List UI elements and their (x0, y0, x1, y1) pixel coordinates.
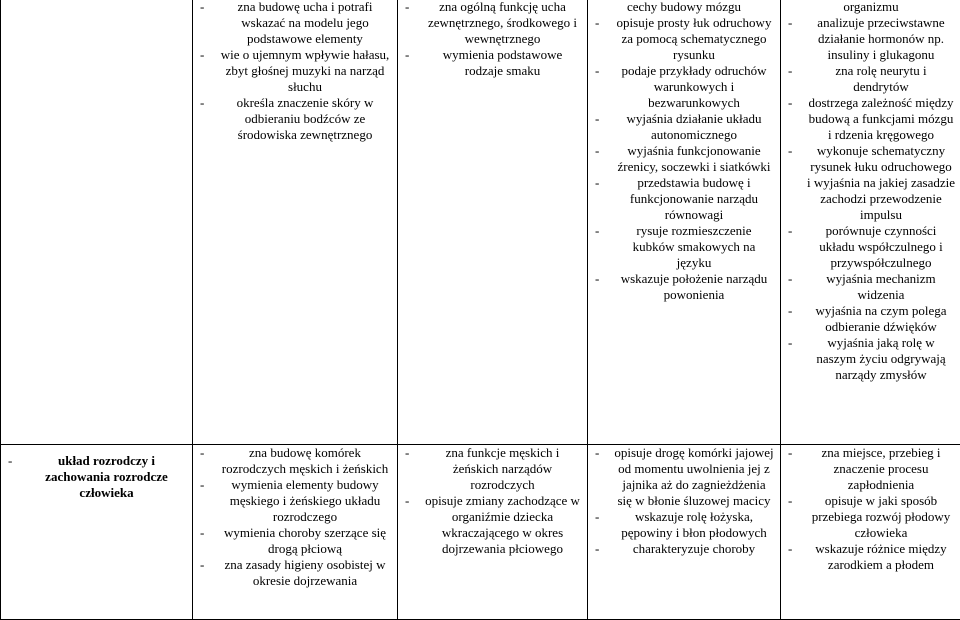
list-item-text: wyjaśnia funkcjonowanie źrenicy, soczewki i siatkówki (614, 143, 774, 175)
list-item-text: zna miejsce, przebieg i znaczenie procesu zapłodnienia (807, 445, 955, 493)
list-item-text: porównuje czynności układu współczulnego i przywspółczulnego (807, 223, 955, 271)
list-item (781, 493, 960, 541)
dash-bullet-icon: - (595, 63, 599, 79)
bullet-list (588, 445, 780, 557)
dash-bullet-icon: - (200, 0, 204, 15)
dash-bullet-icon: - (788, 143, 792, 159)
dash-bullet-icon: - (788, 303, 792, 319)
list-item (588, 111, 780, 143)
list-item-text: zna zasady higieny osobistej w okresie dojrzewania (219, 557, 391, 589)
table-cell (398, 445, 588, 620)
dash-bullet-icon: - (405, 493, 409, 509)
dash-bullet-icon: - (595, 445, 599, 461)
dash-bullet-icon: - (405, 445, 409, 461)
list-item-text: określa znaczenie skóry w odbieraniu bodźców ze środowiska zewnętrznego (219, 95, 391, 143)
list-item-text: wskazuje rolę łożyska, pępowiny i błon płodowych (614, 509, 774, 541)
list-item-text: wskazuje różnice między zarodkiem a płodem (807, 541, 955, 573)
list-item-text: rysuje rozmieszczenie kubków smakowych na języku (614, 223, 774, 271)
list-item-text: zna budowę ucha i potrafi wskazać na modelu jego podstawowe elementy (219, 0, 391, 47)
list-item (398, 493, 587, 557)
table-cell (1, 0, 193, 445)
list-item-text: analizuje przeciwstawne działanie hormonów np. insuliny i glukagonu (807, 15, 955, 63)
list-item-text: wyjaśnia na czym polega odbieranie dźwięków (807, 303, 955, 335)
dash-bullet-icon: - (200, 47, 204, 63)
dash-bullet-icon: - (788, 95, 792, 111)
list-item-text: układ rozrodczy i zachowania rozrodcze człowieka (27, 453, 186, 501)
list-item-text: wymienia elementy budowy męskiego i żeńskiego układu rozrodczego (219, 477, 391, 525)
list-item (193, 525, 397, 557)
list-item-text: wymienia choroby szerzące się drogą płciową (219, 525, 391, 557)
bullet-list (193, 445, 397, 589)
dash-bullet-icon: - (788, 335, 792, 351)
list-item (781, 541, 960, 573)
list-item-text: opisuje w jaki sposób przebiega rozwój płodowy człowieka (807, 493, 955, 541)
list-item (588, 445, 780, 509)
dash-bullet-icon: - (788, 541, 792, 557)
list-item-text: zna ogólną funkcję ucha zewnętrznego, środkowego i wewnętrznego (424, 0, 581, 47)
dash-bullet-icon: - (788, 445, 792, 461)
dash-bullet-icon: - (595, 175, 599, 191)
dash-bullet-icon: - (595, 143, 599, 159)
table-cell (588, 0, 781, 445)
dash-bullet-icon: - (595, 15, 599, 31)
list-item (781, 223, 960, 271)
table-cell (193, 445, 398, 620)
list-item-text: wymienia podstawowe rodzaje smaku (424, 47, 581, 79)
list-item-text: zna budowę komórek rozrodczych męskich i żeńskich (219, 445, 391, 477)
bullet-list (781, 445, 960, 573)
continued-text: cechy budowy mózgu (588, 0, 780, 15)
list-item (781, 335, 960, 383)
list-item (588, 63, 780, 111)
dash-bullet-icon: - (200, 557, 204, 573)
list-item-text: przedstawia budowę i funkcjonowanie narządu równowagi (614, 175, 774, 223)
table-row (1, 445, 960, 620)
dash-bullet-icon: - (595, 223, 599, 239)
dash-bullet-icon: - (200, 445, 204, 461)
dash-bullet-icon: - (405, 0, 409, 15)
list-item (193, 445, 397, 477)
list-item (781, 303, 960, 335)
table-cell (781, 0, 960, 445)
dash-bullet-icon: - (788, 271, 792, 287)
list-item (781, 445, 960, 493)
list-item (193, 0, 397, 47)
bullet-list (193, 0, 397, 143)
dash-bullet-icon: - (595, 271, 599, 287)
table-cell (193, 0, 398, 445)
list-item (588, 223, 780, 271)
list-item-text: wskazuje położenie narządu powonienia (614, 271, 774, 303)
dash-bullet-icon: - (405, 47, 409, 63)
list-item (193, 95, 397, 143)
list-item (781, 143, 960, 223)
dash-bullet-icon: - (788, 63, 792, 79)
dash-bullet-icon: - (200, 477, 204, 493)
dash-bullet-icon: - (788, 15, 792, 31)
dash-bullet-icon: - (200, 95, 204, 111)
list-item (588, 271, 780, 303)
dash-bullet-icon: - (595, 111, 599, 127)
list-item (193, 47, 397, 95)
list-item-text: charakteryzuje choroby (614, 541, 774, 557)
dash-bullet-icon: - (788, 223, 792, 239)
list-item (1, 453, 192, 501)
bullet-list (398, 445, 587, 557)
list-item-text: wyjaśnia jaką rolę w naszym życiu odgrywają narządy zmysłów (807, 335, 955, 383)
dash-bullet-icon: - (788, 493, 792, 509)
list-item (781, 63, 960, 95)
list-item-text: podaje przykłady odruchów warunkowych i bezwarunkowych (614, 63, 774, 111)
list-item-text: zna rolę neurytu i dendrytów (807, 63, 955, 95)
list-item (193, 557, 397, 589)
list-item (588, 143, 780, 175)
continued-text: organizmu (781, 0, 960, 15)
list-item (588, 175, 780, 223)
list-item (398, 47, 587, 79)
list-item (781, 15, 960, 63)
table-cell (588, 445, 781, 620)
list-item-text: wyjaśnia mechanizm widzenia (807, 271, 955, 303)
list-item (588, 15, 780, 63)
table-row (1, 0, 960, 445)
list-item-text: dostrzega zależność między budową a funkcjami mózgu i rdzenia kręgowego (807, 95, 955, 143)
list-item-text: wie o ujemnym wpływie hałasu, zbyt głośnej muzyki na narząd słuchu (219, 47, 391, 95)
list-item (781, 271, 960, 303)
bullet-list (398, 0, 587, 79)
category-cell (1, 445, 193, 620)
list-item (588, 541, 780, 557)
dash-bullet-icon: - (8, 453, 12, 469)
table-cell (398, 0, 588, 445)
list-item (398, 445, 587, 493)
list-item-text: opisuje drogę komórki jajowej od momentu uwolnienia jej z jajnika aż do zagnieżdżenia się w błonie śluzowej macicy (614, 445, 774, 509)
list-item-text: opisuje prosty łuk odruchowy za pomocą schematycznego rysunku (614, 15, 774, 63)
bullet-list (1, 453, 192, 501)
dash-bullet-icon: - (595, 541, 599, 557)
list-item (193, 477, 397, 525)
dash-bullet-icon: - (595, 509, 599, 525)
list-item-text: wykonuje schematyczny rysunek łuku odruchowego i wyjaśnia na jakiej zasadzie zachodzi przewodzenie impulsu (807, 143, 955, 223)
list-item (398, 0, 587, 47)
bullet-list (588, 15, 780, 303)
table-cell (781, 445, 960, 620)
list-item-text: opisuje zmiany zachodzące w organiźmie dziecka wkraczającego w okres dojrzewania płciowego (424, 493, 581, 557)
list-item (588, 509, 780, 541)
list-item (781, 95, 960, 143)
bullet-list (781, 15, 960, 383)
dash-bullet-icon: - (200, 525, 204, 541)
list-item-text: zna funkcje męskich i żeńskich narządów rozrodczych (424, 445, 581, 493)
list-item-text: wyjaśnia działanie układu autonomicznego (614, 111, 774, 143)
